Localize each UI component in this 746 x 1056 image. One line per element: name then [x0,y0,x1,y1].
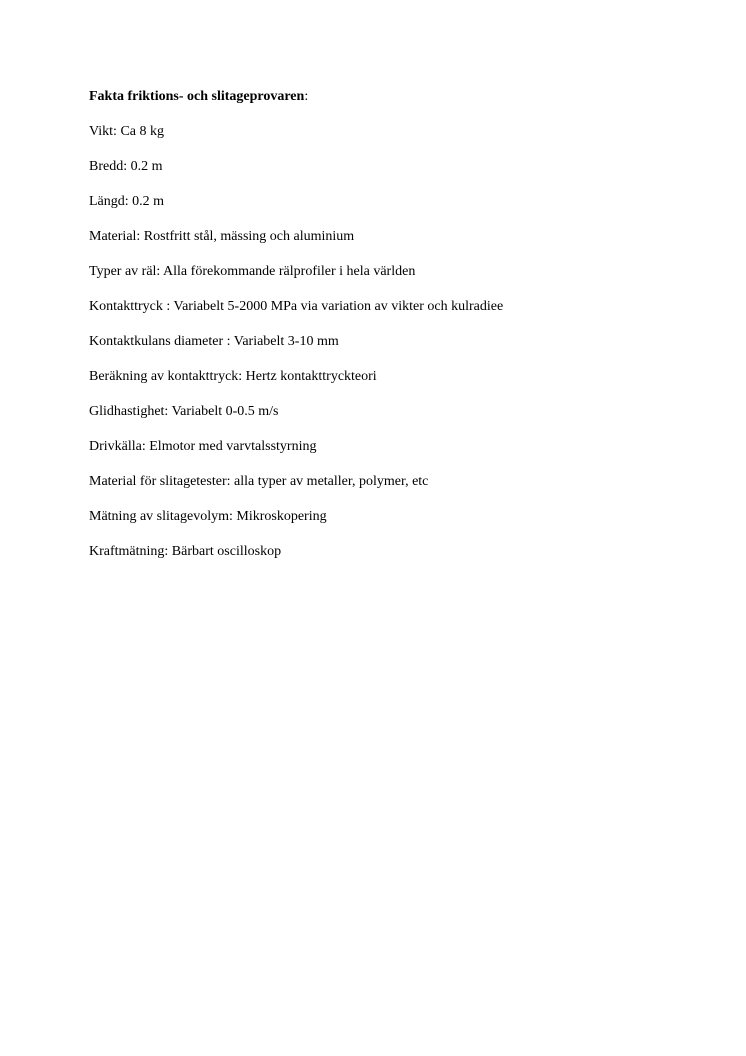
fact-line-weight: Vikt: Ca 8 kg [89,124,164,139]
document-heading [89,88,709,106]
fact-line-drive-source: Drivkälla: Elmotor med varvtalsstyrning [89,439,317,454]
fact-line-pressure-calculation: Beräkning av kontakttryck: Hertz kontakttryckteori [89,369,377,384]
document-body [89,88,709,578]
heading-colon: : [304,89,309,104]
fact-line-length: Längd: 0.2 m [89,194,165,209]
heading-title: Fakta friktions- och slitageprovaren [89,89,305,104]
fact-line-material: Material: Rostfritt stål, mässing och aluminium [89,229,355,244]
fact-line-wear-test-material: Material för slitagetester: alla typer av metaller, polymer, etc [89,474,429,489]
fact-line-width: Bredd: 0.2 m [89,159,163,174]
fact-line-rail-types: Typer av räl: Alla förekommande rälprofiler i hela världen [89,264,416,279]
fact-line-sliding-speed: Glidhastighet: Variabelt 0-0.5 m/s [89,404,279,419]
fact-line-contact-pressure: Kontakttryck : Variabelt 5-2000 MPa via variation av vikter och kulradiee [89,299,504,314]
fact-line-force-measurement: Kraftmätning: Bärbart oscilloskop [89,544,282,559]
fact-line-ball-diameter: Kontaktkulans diameter : Variabelt 3-10 mm [89,334,339,349]
fact-line-wear-volume-measurement: Mätning av slitagevolym: Mikroskopering [89,509,327,524]
